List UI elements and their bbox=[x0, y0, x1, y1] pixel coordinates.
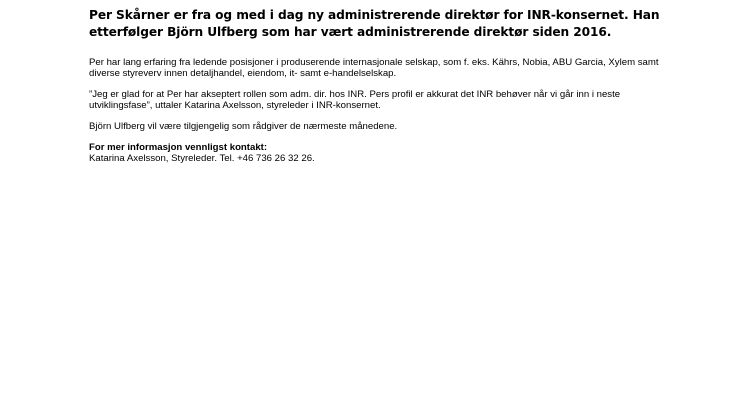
paragraph-quote: ”Jeg er glad for at Per har akseptert rollen som adm. dir. hos INR. Pers profil er akkurat det INR behøver når vi går inn i neste utviklingsfase”, uttaler Katarina Axelsson, styreleder i INR-konsernet. bbox=[89, 89, 621, 111]
paragraph-advisor: Björn Ulfberg vil være tilgjengelig som rådgiver de nærmeste månedene. bbox=[89, 121, 398, 132]
headline: Per Skårner er fra og med i dag ny administrerende direktør for INR-konsernet. Han etterfølger Björn Ulfberg som har vært administrerende direktør siden 2016. bbox=[89, 8, 660, 39]
paragraph-experience: Per har lang erfaring fra ledende posisjoner i produserende internasjonale selskap, som f. eks. Kährs, Nobia, ABU Garcia, Xylem samt diverse styreverv innen detaljhandel, eiendom, it- samt e-handelselskap. bbox=[89, 57, 659, 79]
contact-line: Katarina Axelsson, Styreleder. Tel. +46 736 26 32 26. bbox=[89, 153, 315, 164]
contact-heading: For mer informasjon vennligst kontakt: bbox=[89, 142, 268, 153]
press-release-page bbox=[89, 7, 679, 164]
